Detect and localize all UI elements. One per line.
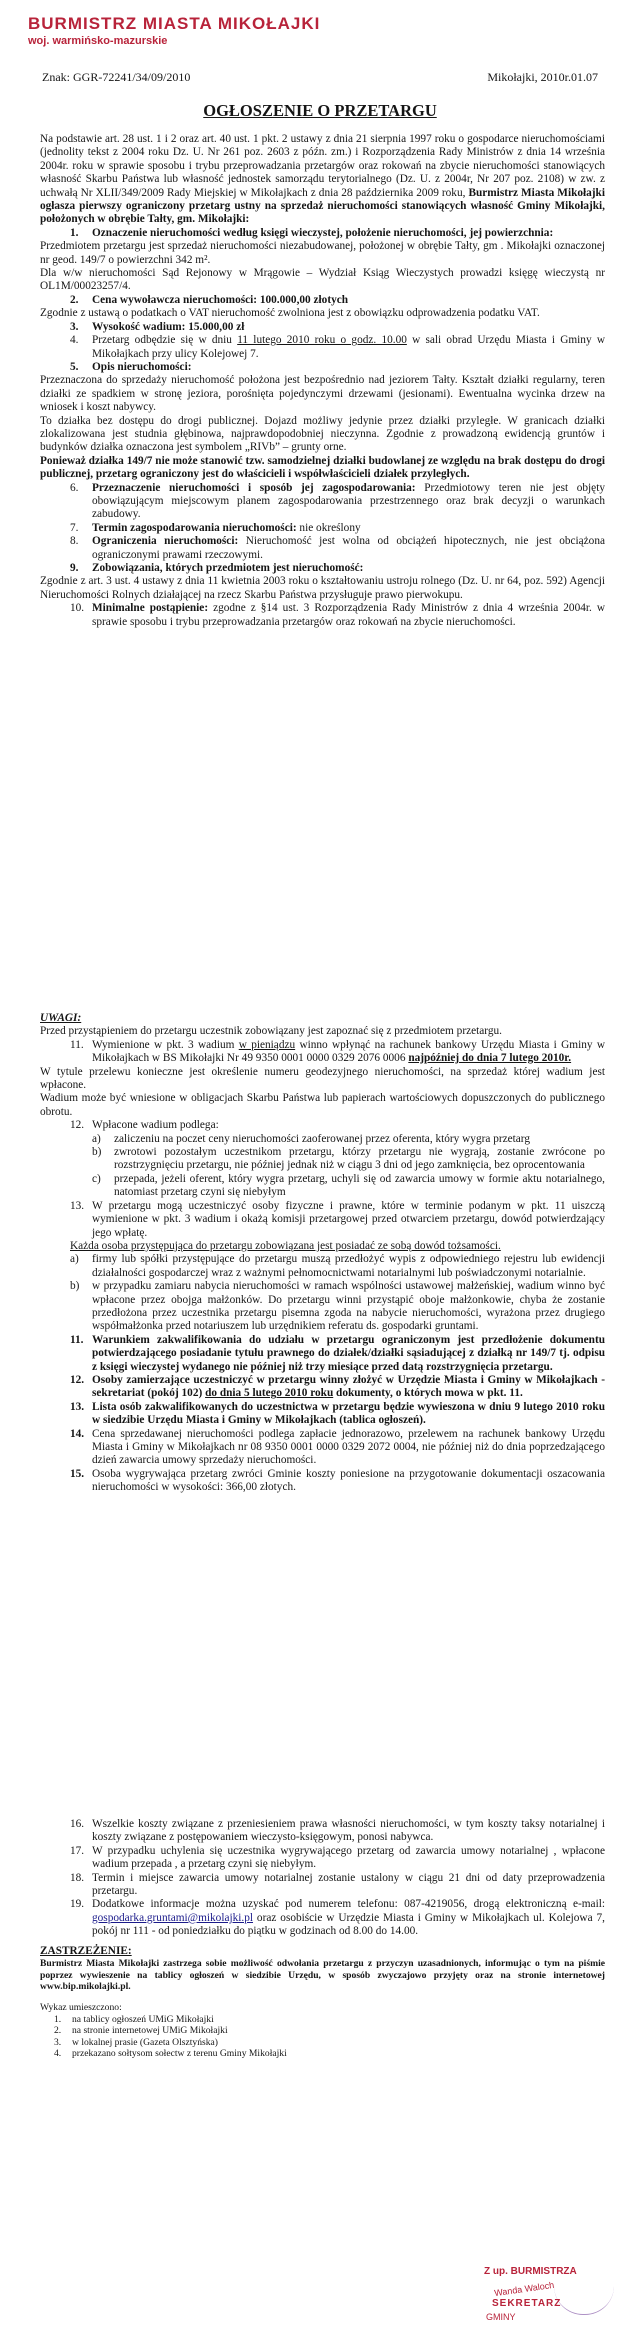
section-1-p2: Dla w/w nieruchomości Sąd Rejonowy w Mrągowie – Wydział Ksiąg Wieczystych prowadzi księgę wieczystą nr OL1M/00023257/4. [40,267,605,293]
reference-row [42,70,598,85]
sub-text: zwrotowi pozostałym uczestnikom przetargu, którzy przetargu nie wygrają, zostanie zwrócone po rozstrzygnięciu przetargu, nie później jednak niż w ciągu 3 dni od jego zamknięcia, bez oprocentowania [114,1146,605,1172]
sub-text: firmy lub spółki przystępujące do przetargu muszą przedłożyć wypis z odpowiedniego rejestru lub ewidencji działalności gospodarczej wraz z ważnymi pełnomocnictwami notarialnymi lub poświadczonymi notarialnie. [92,1253,605,1279]
section-number: 10. [70,602,85,615]
section-heading: Przeznaczenie nieruchomości i sposób jej zagospodarowania: [92,481,416,494]
stamp-text: Z up. BURMISTRZA [484,2266,577,2277]
item-number: 14. [70,1427,85,1440]
stamp-line-2: woj. warmińsko-mazurskie [28,35,168,47]
section-heading: Wysokość wadium: 15.000,00 zł [92,320,245,333]
reservation-text: Burmistrz Miasta Mikołajki zastrzega sobie możliwość odwołania przetargu z przyczyn uzasadnionych, informując o tym na piśmie poprzez wywieszenie na tablicy ogłoszeń w siedzibie Urzędu, w sposób zwyczajowo przyjęty oraz na stronie internetowej www.bip.mikolajki.pl. [40,1958,605,1993]
section-3 [40,321,605,334]
section-heading: Opis nieruchomości: [92,360,192,373]
item-number: 12. [70,1119,85,1132]
section-heading: Cena wywoławcza nieruchomości: 100.000,00 złotych [92,293,349,306]
section-9-heading [40,562,605,575]
posted-item-text: w lokalnej prasie (Gazeta Olsztyńska) [72,2036,218,2048]
remark-11b [40,1334,605,1374]
section-5-heading [40,361,605,374]
section-heading: Termin zagospodarowania nieruchomości: [92,521,297,534]
stamp-line-1: BURMISTRZ MIASTA MIKOŁAJKI [28,14,321,33]
item-number: 12. [70,1373,85,1386]
remarks-heading: UWAGI: [40,1012,82,1024]
section-number: 7. [70,521,79,534]
section-heading: Oznaczenie nieruchomości według księgi wieczystej, położenie nieruchomości, jej powierzchnia: [92,226,554,239]
item-number: 16. [70,1818,85,1830]
remark-text: Osoba wygrywająca przetarg zwróci Gminie koszty poniesione na przygotowanie dokumentacji oszacowania nieruchomości w wysokości: 366,00 złotych. [92,1467,605,1494]
document-title: OGŁOSZENIE O PRZETARGU [203,101,437,120]
section-6 [40,482,605,522]
posted-item: 4. przekazano sołtysom sołectw z terenu Gminy Mikołajki [54,2048,605,2060]
sub-label: b) [70,1280,80,1293]
section-number: 2. [70,293,79,306]
remark-12b-pre: Osoby zamierzające uczestniczyć w przetargu winny złożyć w Urzędzie Miasta i Gminy w Mikołajkach - sekretariat (pokój 102) [92,1373,605,1400]
remark-12b [40,1374,605,1401]
sub-label: a) [70,1253,79,1266]
remark-12 [40,1119,605,1132]
place-date: Mikołajki, 2010r.01.07 [487,70,598,84]
office-stamp [28,14,320,47]
remarks-block [40,1012,605,1495]
remark-11-a: W tytule przelewu konieczne jest określenie numeru geodezyjnego nieruchomości, na sprzedaż której wadium jest wpłacone. [40,1065,605,1092]
remark-text: Wpłacone wadium podlega: [92,1119,219,1132]
remark-19-pre: Dodatkowe informacje można uzyskać pod numerem telefonu: 087-4219056, drogą elektroniczną e-mail: [92,1898,605,1911]
stamp-text: GMINY [486,2312,516,2322]
email-link[interactable]: gospodarka.gruntami@mikolajki.pl [92,1911,254,1924]
remark-14 [40,1428,605,1468]
section-text: nie określony [296,521,361,534]
section-4-pre: Przetarg odbędzie się w dniu [92,334,238,347]
item-number: 13. [70,1199,85,1212]
remark-11-underline: w pieniądzu [238,1038,296,1051]
remark-12b-post: dokumenty, o których mowa w pkt. 11. [333,1387,523,1400]
remark-text: W przetargu mogą uczestniczyć osoby fizyczne i prawne, które w terminie podanym w pkt. 11 uiszczą wymienione w pkt. 3 wadium i okażą komisji przetargowej przed otwarciem przetargu, dowód potwierdzający jego wpłatę. [92,1199,605,1239]
section-2-p1: Zgodnie z ustawą o podatkach o VAT nieruchomość zwolniona jest z obowiązku odprowadzenia podatku VAT. [40,307,540,320]
section-9-p1: Zgodnie z art. 3 ust. 4 ustawy z dnia 11 kwietnia 2003 roku o kształtowaniu ustroju rolnego (Dz. U. nr 64, poz. 592) Agencji Nieruchomości Rolnych działającej na rzecz Skarbu Państwa przysługuje prawo pierwokupu. [40,575,605,601]
remark-18 [40,1872,605,1899]
remark-16 [40,1818,605,1845]
section-5-p3: Ponieważ działka 149/7 nie może stanowić tzw. samodzielnej działki budowlanej ze względu na brak dostępu do drogi publicznej, przetarg ograniczony jest do właścicieli i współwłaścicieli działek przyległych. [40,454,605,481]
announcement-body [40,133,605,629]
section-5-p1: Przeznaczona do sprzedaży nieruchomość położona jest bezpośrednio nad jeziorem Tałty. Kształt działki regularny, teren działki ze spadkiem w stronę jeziora, porośnięta pojedynczymi drzewami (jesionami). Ewentualna wycinka drzew na wniosek i koszt nabywcy. [40,374,605,414]
posted-item: 1. na tablicy ogłoszeń UMiG Mikołajki [54,2014,605,2026]
posted-list [40,2014,605,2060]
item-number: 11. [70,1333,84,1346]
item-number: 17. [70,1844,85,1857]
remark-13 [40,1200,605,1240]
section-2-heading [40,294,605,307]
remark-12-c [40,1173,605,1200]
deposit-deadline: najpóźniej do dnia 7 lutego 2010r. [408,1052,572,1065]
item-number: 13. [70,1400,85,1413]
sub-label: c) [92,1172,101,1185]
section-10 [40,602,605,629]
item-number: 18. [70,1871,85,1884]
remark-13-underline: Każda osoba przystępująca do przetargu zobowiązana jest posiadać ze sobą dowód tożsamości. [70,1239,501,1252]
posted-item-text: na stronie internetowej UMiG Mikołajki [72,2025,228,2037]
section-heading: Minimalne postąpienie: [92,602,209,615]
section-5-p2: To działka bez dostępu do drogi publicznej. Dojazd możliwy jedynie przez działki przyległe. W granicach działki zlokalizowana jest studnia głębinowa, najprawdopodobniej nieczynna. Zgodnie z prowadzoną ewidencją gruntów i budynków działka oznaczona jest symbolem „RIVb” – grunty orne. [40,414,605,454]
remark-text: W przypadku uchylenia się uczestnika wygrywającego przetarg od zawarcia umowy notarialnej , wpłacone wadium przepada , a przetarg czyni się niebyłym. [92,1844,605,1871]
remark-11-mid: winno wpłynąć na rachunek bankowy Urzędu Miasta i Gminy w Mikołajkach w BS Mikołajki Nr 49 9350 0001 0000 0329 2076 0006 [92,1038,605,1065]
remark-text: Warunkiem zakwalifikowania do udziału w przetargu ograniczonym jest przedłożenie dokumentu potwierdzającego posiadanie tytułu prawnego do działek/działki sąsiadującej z działką nr 149/7 tj. odpisu z księgi wieczystej wydanego nie później niż trzy miesiące przed datą rozstrzygnięcia przetargu. [92,1333,605,1373]
section-heading: Ograniczenia nieruchomości: [92,535,239,548]
section-number: 9. [70,562,79,574]
remark-19-post: oraz osobiście w Urzędzie Miasta i Gminy w Mikołajkach ul. Kolejowa 7, pokój nr 111 - od poniedziałku do piątku w godzinach od 8.00 do 14.00. [92,1911,605,1938]
remark-13-b [40,1280,605,1334]
sub-text: przepada, jeżeli oferent, który wygra przetarg, uchyli się od zawarcia umowy w formie aktu notarialnego, natomiast przetarg czyni się niebyłym [114,1172,605,1199]
posted-list-heading: Wykaz umieszczono: [40,2001,122,2013]
final-block [40,1818,605,2060]
remark-text: Wszelkie koszty związane z przeniesieniem prawa własności nieruchomości, w tym koszty taksy notarialnej i koszty związane z postępowaniem wieczysto-księgowym, ponosi nabywca. [92,1818,605,1844]
remark-11-b: Wadium może być wniesione w obligacjach Skarbu Państwa lub papierach wartościowych dopuszczonych do publicznego obrotu. [40,1092,605,1118]
remark-12-a [40,1133,605,1146]
section-number: 5. [70,360,79,373]
stamp-text: SEKRETARZ [492,2298,562,2309]
remark-12-b [40,1146,605,1173]
section-number: 6. [70,481,79,494]
posted-item-text: przekazano sołtysom sołectw z terenu Gminy Mikołajki [72,2048,287,2060]
section-8 [40,535,605,562]
section-number: 4. [70,334,79,347]
signature-stamp [484,2266,614,2326]
item-number: 11. [70,1038,84,1051]
remark-11-pre: Wymienione w pkt. 3 wadium [92,1038,239,1051]
section-4-post: w sali obrad Urzędu Miasta i Gminy w Mikołajkach przy ulicy Kolejowej 7. [92,334,605,360]
remark-13b [40,1401,605,1428]
remark-text: Termin i miejsce zawarcia umowy notarialnej zostanie ustalony w ciągu 21 dni od daty przeprowadzenia przetargu. [92,1871,605,1898]
section-heading: Zobowiązania, których przedmiotem jest nieruchomość: [92,562,364,574]
sub-text: zaliczeniu na poczet ceny nieruchomości zaoferowanej przez oferenta, który wygra przetarg [114,1132,530,1145]
sub-label: a) [92,1132,101,1145]
intro-bold: Burmistrz Miasta Mikołajki ogłasza pierwszy ograniczony przetarg ustny na sprzedaż nieruchomości stanowiących własność Gminy Mikołajki, położonych w obrębie Tałty, gm. Mikołajki: [40,186,605,226]
reservation-heading: ZASTRZEŻENIE: [40,1944,132,1957]
section-1-p1: Przedmiotem przetargu jest sprzedaż nieruchomości niezabudowanej, położonej w obrębie Tałty, gm . Mikołajki oznaczonej nr geod. 149/7 o powierzchni 342 m². [40,240,605,266]
section-number: 1. [70,226,79,239]
remark-17 [40,1845,605,1872]
auction-date: 11 lutego 2010 roku o godz. 10.00 [237,334,407,347]
remark-text: Cena sprzedawanej nieruchomości podlega zapłacie jednorazowo, przelewem na rachunek bankowy Urzędu Miasta i Gminy w Mikołajkach nr 08 9350 0001 0000 0329 2072 0004, nie później niż do dnia poprzedzającego dzień zawarcia umowy sprzedaży nieruchomości. [92,1427,605,1467]
documents-deadline: do dnia 5 lutego 2010 roku [205,1387,334,1400]
posted-item: 2. na stronie internetowej UMiG Mikołajki [54,2025,605,2037]
section-1-heading [40,227,605,240]
section-text: zgodne z §14 ust. 3 Rozporządzenia Rady Ministrów z dnia 4 września 2004r. w sprawie sposobu i trybu przeprowadzania przetargów oraz rokowań na zbycie nieruchomości. [92,602,605,628]
item-number: 15. [70,1467,85,1480]
remark-11 [40,1039,605,1066]
sub-label: b) [92,1146,102,1159]
section-7 [40,522,605,535]
section-4 [40,334,605,361]
sub-text: w przypadku zamiaru nabycia nieruchomości w ramach wspólności ustawowej małżeńskiej, wadium winno być wpłacone przez obojga małżonków. Do przetargu winni przystąpić oboje małżonkowie, chyba że zostanie przedłożona przez uczestnika przetargu pisemna zgoda na nabycie nieruchomości, wyrażona przez drugiego współmałżonka przed notariuszem lub urzędnikiem referatu ds. gospodarki gruntami. [92,1280,605,1333]
stamp-text: Wanda Waloch [493,2279,555,2299]
item-number: 19. [70,1898,85,1911]
signature-mark [554,2286,614,2315]
remark-19 [40,1898,605,1938]
reference-number: Znak: GGR-72241/34/09/2010 [42,70,191,84]
remarks-intro: Przed przystąpieniem do przetargu uczestnik zobowiązany jest zapoznać się z przedmiotem przetargu. [40,1025,502,1038]
section-text: Przedmiotowy teren nie jest objęty obowiązującym miejscowym planem zagospodarowania przestrzennego oraz brak decyzji o warunkach zabudowy. [92,481,605,521]
remark-15 [40,1468,605,1495]
section-number: 8. [70,535,79,548]
intro-paragraph [40,133,605,227]
posted-item: 3. w lokalnej prasie (Gazeta Olsztyńska) [54,2037,605,2049]
section-text: Nieruchomość jest wolna od obciążeń hipotecznych, nie jest obciążona ograniczonymi prawami rzeczowymi. [92,535,605,561]
remark-text: Lista osób zakwalifikowanych do uczestnictwa w przetargu będzie wywieszona w dniu 9 lutego 2010 roku w siedzibie Urzędu Miasta i Gminy w Mikołajkach (tablica ogłoszeń). [92,1400,605,1427]
remark-13-a [40,1253,605,1280]
posted-item-text: na tablicy ogłoszeń UMiG Mikołajki [72,2013,214,2025]
section-number: 3. [70,320,79,333]
intro-text: Na podstawie art. 28 ust. 1 i 2 oraz art. 40 ust. 1 pkt. 2 ustawy z dnia 21 sierpnia 1997 roku o gospodarce nieruchomościami (jednolity tekst z 2004 roku Dz. U. Nr 261 poz. 2603 z późn. zm.) i Rozporządzenia Rady Ministrów z dnia 14 września 2004r. roku w sprawie sposobu i trybu przeprowadzania przetargów oraz rokowań na zbycie nieruchomości stanowiących własność Skarbu Państwa lub własność jednostek samorządu terytorialnego (Dz. U. z 2004r, Nr 207 poz. 2108) w zw. z uchwałą Nr XLII/349/2009 Rady Miejskiej w Mikołajkach z dnia 28 października 2009 roku, [40,133,605,199]
